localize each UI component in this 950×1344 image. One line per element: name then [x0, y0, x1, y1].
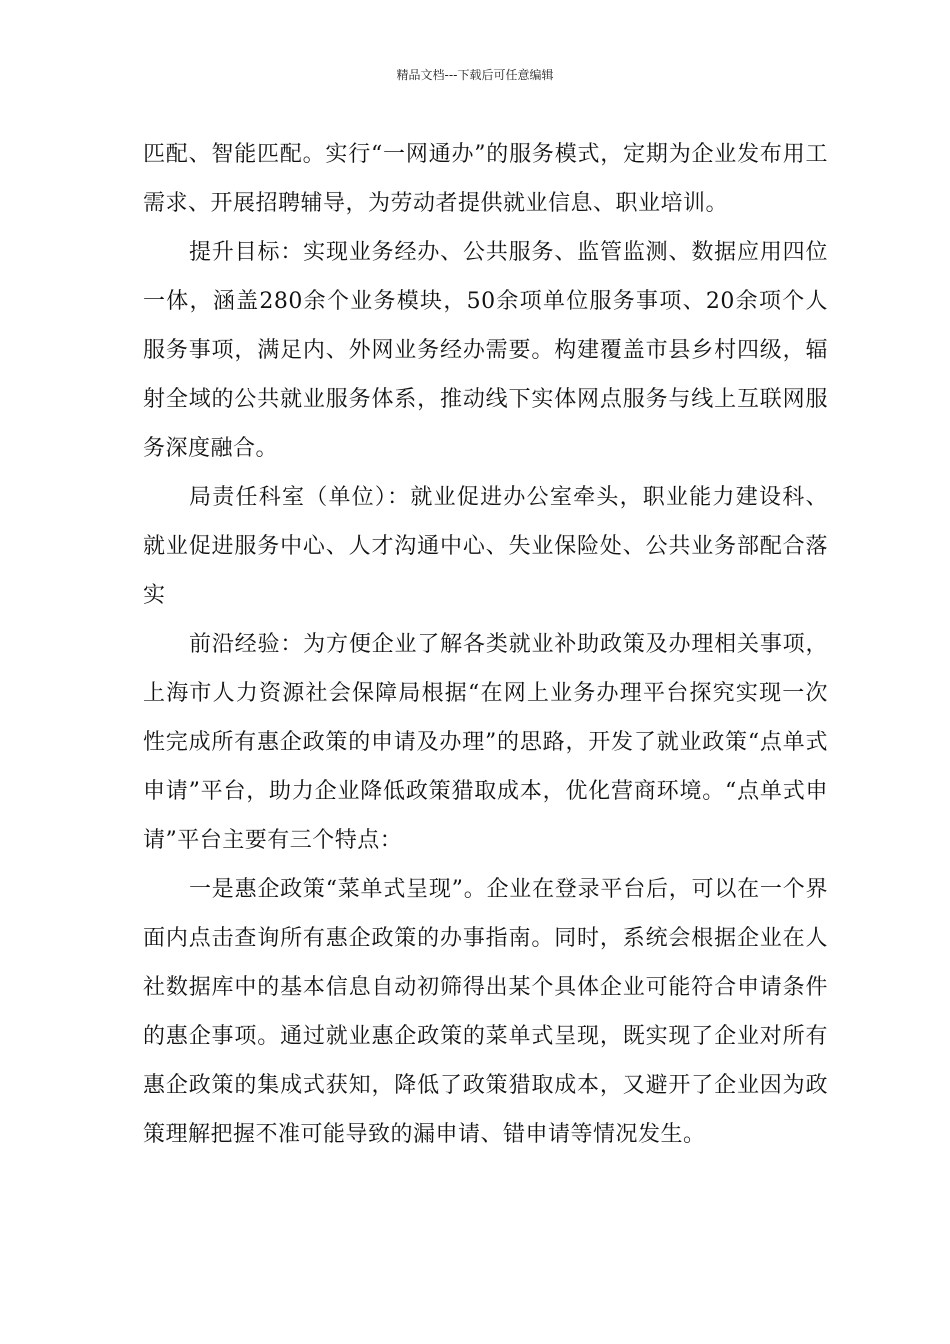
paragraph-feature-one: 一是惠企政策“菜单式呈现”。企业在登录平台后，可以在一个界面内点击查询所有惠企政策的办事指南。同时，系统会根据企业在人社数据库中的基本信息自动初筛得出某个具体企业可能符合申请条件的惠企事项。通过就业惠企政策的菜单式呈现，既实现了企业对所有惠企政策的集成式获知，降低了政策猎取成本，又避开了企业因为政策理解把握不准可能导致的漏申请、错申请等情况发生。: [143, 877, 828, 1147]
paragraph-goals: 提升目标：实现业务经办、公共服务、监管监测、数据应用四位一体，涵盖280余个业务模块，50余项单位服务事项、20余项个人服务事项，满足内、外网业务经办需要。构建覆盖市县乡村四级，辐射全域的公共就业服务体系，推动线下实体网点服务与线上互联网服务深度融合。: [143, 240, 828, 461]
paragraph-continuation: 匹配、智能匹配。实行“一网通办”的服务模式，定期为企业发布用工需求、开展招聘辅导，为劳动者提供就业信息、职业培训。: [143, 142, 828, 216]
paragraph-frontier-experience: 前沿经验：为方便企业了解各类就业补助政策及办理相关事项，上海市人力资源社会保障局根据“在网上业务办理平台探究实现一次性完成所有惠企政策的申请及办理”的思路，开发了就业政策“点单式申请”平台，助力企业降低政策猎取成本，优化营商环境。“点单式申请”平台主要有三个特点：: [143, 632, 828, 853]
document-body: [143, 130, 828, 1159]
paragraph-responsible-units: 局责任科室（单位）：就业促进办公室牵头，职业能力建设科、就业促进服务中心、人才沟通中心、失业保险处、公共业务部配合落实: [143, 485, 828, 608]
page-header: 精品文档---下载后可任意编辑: [396, 68, 554, 82]
